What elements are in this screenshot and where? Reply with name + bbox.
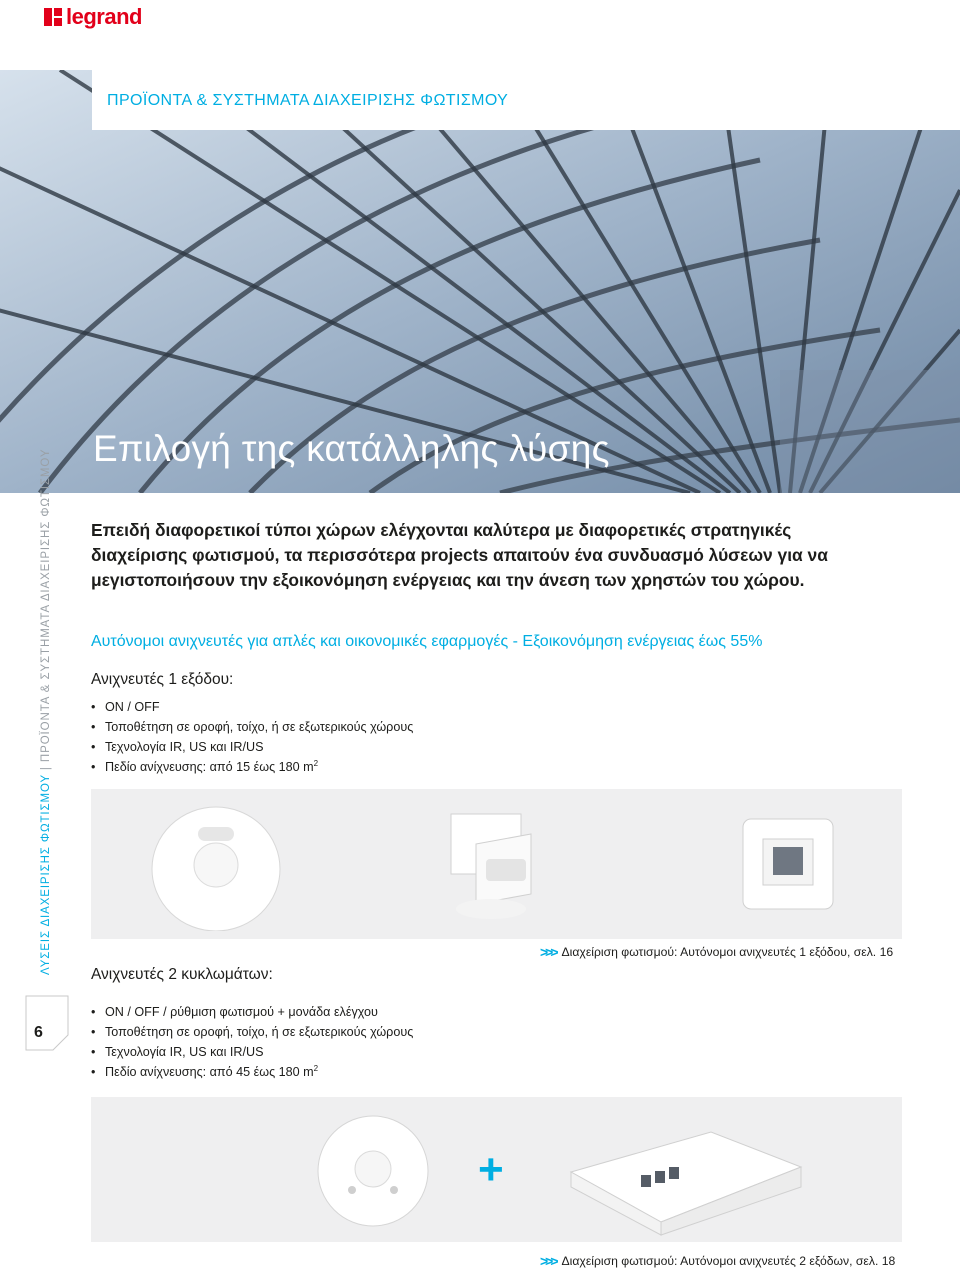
bullet-item xyxy=(91,757,413,777)
dual-circuit-bullets xyxy=(91,1002,413,1082)
sidebar-label-part2: ΠΡΟΪΟΝΤΑ & ΣΥΣΤΗΜΑΤΑ ΔΙΑΧΕΙΡΙΣΗΣ ΦΩΤΙΣΜΟΥ xyxy=(40,448,52,763)
bullet-item: • ON / OFF / ρύθμιση φωτισμού + μονάδα ελέγχου xyxy=(91,1002,413,1022)
control-unit-image xyxy=(561,1127,811,1237)
page-number-tab xyxy=(25,995,69,1051)
range-text: Πεδίο ανίχνευσης: από 45 έως 180 m xyxy=(105,1065,314,1079)
ceiling-detector-image xyxy=(146,799,286,931)
intro-line: μεγιστοποιήσουν την εξοικονόμηση ενέργειας και την άνεση των χρηστών του χώρου. xyxy=(91,570,805,590)
intro-line: Επειδή διαφορετικοί τύποι χώρων ελέγχονται καλύτερα με διαφορετικές στρατηγικές xyxy=(91,520,792,540)
wall-switch-detector-image xyxy=(741,817,836,912)
range-sup: 2 xyxy=(313,1063,319,1073)
single-output-title: Ανιχνευτές 1 εξόδου: xyxy=(91,671,234,688)
range-text: Πεδίο ανίχνευσης: από 15 έως 180 m xyxy=(105,760,314,774)
chevrons-icon: >>> xyxy=(540,944,556,960)
bullet-item: • Τεχνολογία IR, US και IR/US xyxy=(91,737,413,757)
legrand-logo-text: legrand xyxy=(66,4,142,29)
single-output-products-panel xyxy=(91,789,902,939)
intro-line: διαχείρισης φωτισμού, τα περισσότερα projects απαιτούν ένα συνδυασμό λύσεων για να xyxy=(91,545,828,565)
single-output-bullets xyxy=(91,697,413,777)
legrand-logo xyxy=(44,4,142,30)
bullet-item: • ON / OFF xyxy=(91,697,413,717)
plus-icon: + xyxy=(478,1145,504,1194)
bullet-item: • Τοποθέτηση σε οροφή, τοίχο, ή σε εξωτερικούς χώρους xyxy=(91,717,413,737)
sidebar-label-part1: ΛΥΣΕΙΣ ΔΙΑΧΕΙΡΙΣΗΣ ΦΩΤΙΣΜΟΥ xyxy=(40,774,52,975)
bullet-item xyxy=(91,1062,413,1082)
range-sup: 2 xyxy=(313,758,319,768)
single-output-reference[interactable] xyxy=(540,944,893,960)
bullet-item: • Τεχνολογία IR, US και IR/US xyxy=(91,1042,413,1062)
intro-paragraph xyxy=(91,518,921,593)
page-number: 6 xyxy=(34,1024,43,1041)
dual-circuit-title: Ανιχνευτές 2 κυκλωμάτων: xyxy=(91,966,273,983)
hero-title: Επιλογή της κατάλληλης λύσης xyxy=(93,428,610,469)
wall-detector-image xyxy=(436,804,546,924)
sidebar-vertical-label xyxy=(40,448,52,975)
legrand-logo-mark xyxy=(44,8,62,26)
ceiling-detector-image xyxy=(314,1112,432,1230)
reference-text: Διαχείριση φωτισμού: Αυτόνομοι ανιχνευτές 2 εξόδων, σελ. 18 xyxy=(561,1254,896,1268)
section-title: ΠΡΟΪΟΝΤΑ & ΣΥΣΤΗΜΑΤΑ ΔΙΑΧΕΙΡΙΣΗΣ ΦΩΤΙΣΜΟΥ xyxy=(107,92,509,109)
highlight-heading: Αυτόνομοι ανιχνευτές για απλές και οικονομικές εφαρμογές - Εξοικονόμηση ενέργειας έως 55% xyxy=(91,633,763,650)
dual-circuit-reference[interactable] xyxy=(540,1253,895,1269)
chevrons-icon: >>> xyxy=(540,1253,556,1269)
reference-text: Διαχείριση φωτισμού: Αυτόνομοι ανιχνευτές 1 εξόδου, σελ. 16 xyxy=(561,945,894,959)
bullet-item: • Τοποθέτηση σε οροφή, τοίχο, ή σε εξωτερικούς χώρους xyxy=(91,1022,413,1042)
sidebar-label-separator: | xyxy=(40,766,52,771)
